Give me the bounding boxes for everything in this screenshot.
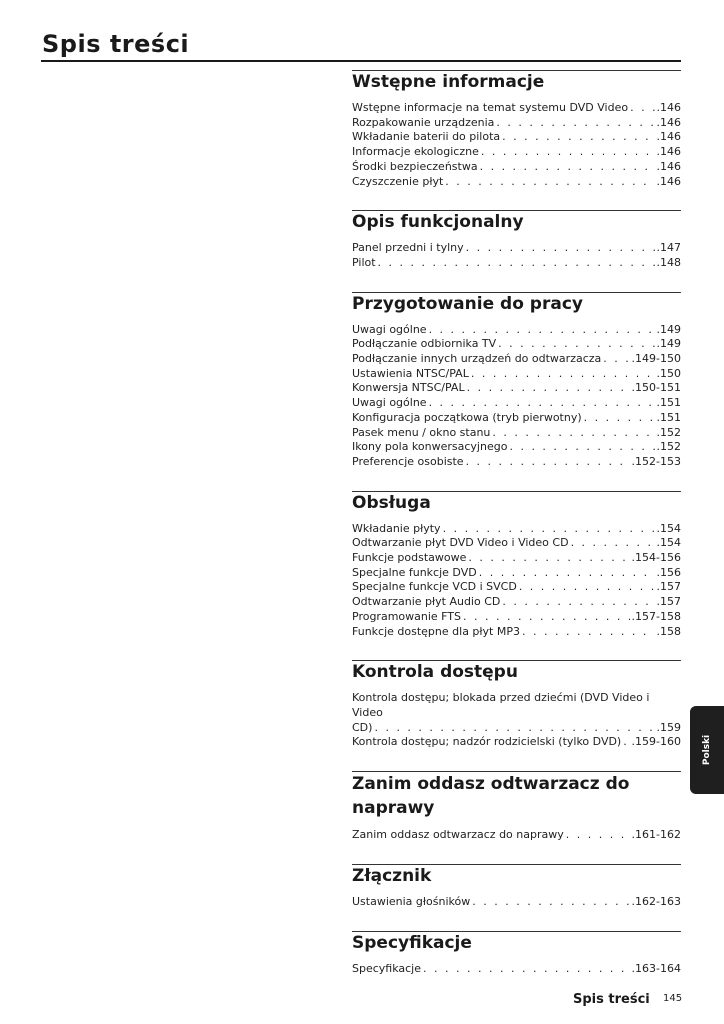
- entry-page: .154: [656, 536, 681, 550]
- toc-entry: [352, 160, 681, 175]
- toc-entry: [352, 455, 681, 470]
- entry-page: .151: [656, 410, 681, 424]
- entry-text: Ustawienia NTSC/PAL: [352, 366, 469, 380]
- entry-text: Podłączanie innych urządzeń do odtwarzacza: [352, 352, 602, 366]
- entry-page: .161-162: [631, 828, 681, 842]
- entry-page: .149: [656, 322, 681, 336]
- entry-page: .146: [656, 145, 681, 159]
- dot-leader: [603, 352, 629, 367]
- section-title: Złącznik: [352, 865, 432, 886]
- dot-leader: [445, 175, 654, 190]
- section-title: Zanim oddasz odtwarzacz do naprawy: [352, 774, 630, 819]
- dot-leader: [479, 566, 655, 581]
- entry-page: .159-160: [631, 735, 681, 749]
- dot-leader: [463, 610, 630, 625]
- entry-text: Rozpakowanie urządzenia: [352, 115, 495, 129]
- dot-leader: [472, 895, 629, 910]
- entry-text: Specjalne funkcje VCD i SVCD: [352, 580, 517, 594]
- entry-text: Odtwarzanie płyt Audio CD: [352, 595, 501, 609]
- entry-text: Programowanie FTS: [352, 609, 462, 623]
- entry-page: .149-150: [631, 352, 681, 366]
- entry-text: Wkładanie płyty: [352, 521, 441, 535]
- toc-section-access-control: [352, 660, 681, 750]
- toc-entry: [352, 735, 681, 750]
- dot-leader: [566, 828, 630, 843]
- toc-entry: [352, 721, 681, 736]
- dot-leader: [571, 536, 655, 551]
- dot-leader: [468, 551, 629, 566]
- toc-section-functional-description: [352, 210, 681, 270]
- language-tab-label: Polski: [702, 734, 712, 766]
- entry-text-line: Kontrola dostępu; blokada przed dziećmi (DVD Video i Video: [352, 691, 650, 719]
- toc-entry: [352, 426, 681, 441]
- entry-page: .157: [656, 580, 681, 594]
- entry-page: .152: [656, 440, 681, 454]
- dot-leader: [502, 595, 654, 610]
- section-title: Kontrola dostępu: [352, 662, 518, 683]
- toc-entry: [352, 323, 681, 338]
- toc-entry: [352, 522, 681, 537]
- title-divider: [41, 60, 681, 62]
- toc-entry: [352, 337, 681, 352]
- toc-entry: [352, 610, 681, 625]
- dot-leader: [443, 522, 655, 537]
- toc-entry: [352, 895, 681, 910]
- section-title: Opis funkcjonalny: [352, 212, 524, 233]
- toc-entry: [352, 566, 681, 581]
- dot-leader: [496, 116, 654, 131]
- section-title: Wstępne informacje: [352, 72, 545, 92]
- toc-entry: [352, 175, 681, 190]
- dot-leader: [423, 962, 630, 977]
- entry-page: .152: [656, 425, 681, 439]
- dot-leader: [498, 337, 654, 352]
- page-title: Spis treści: [42, 30, 190, 58]
- entry-text: Kontrola dostępu; nadzór rodzicielski (tylko DVD): [352, 735, 622, 749]
- entry-page: .146: [656, 130, 681, 144]
- page-number: 145: [663, 993, 683, 1004]
- entry-text: Specyfikacje: [352, 961, 422, 975]
- entry-text: Pilot: [352, 255, 376, 269]
- entry-page: .157: [656, 595, 681, 609]
- toc-section-preparation: [352, 292, 681, 470]
- entry-text: Wstępne informacje na temat systemu DVD Video: [352, 101, 629, 114]
- toc-entry: [352, 367, 681, 382]
- dot-leader: [467, 381, 630, 396]
- dot-leader: [492, 426, 654, 441]
- toc-entry: [352, 440, 681, 455]
- entry-page: .149: [656, 337, 681, 351]
- entry-page: .146: [656, 115, 681, 129]
- entry-page: .147: [656, 241, 681, 255]
- dot-leader: [466, 455, 630, 470]
- section-title: Specyfikacje: [352, 932, 472, 953]
- entry-page: .154-156: [631, 551, 681, 565]
- entry-page: .159: [656, 720, 681, 734]
- section-title: Obsługa: [352, 492, 431, 513]
- entry-text: Pasek menu / okno stanu: [352, 425, 491, 439]
- entry-text: Uwagi ogólne: [352, 322, 427, 336]
- toc-entry: [352, 241, 681, 256]
- entry-page: .163-164: [631, 961, 681, 975]
- toc-section-operation: [352, 491, 681, 640]
- dot-leader: [584, 411, 655, 426]
- toc-entry: [352, 595, 681, 610]
- entry-text: Panel przedni i tylny: [352, 241, 464, 255]
- entry-text: Funkcje dostępne dla płyt MP3: [352, 624, 520, 638]
- entry-text: Uwagi ogólne: [352, 396, 427, 410]
- toc-section-before-repair: [352, 771, 681, 843]
- entry-text: Odtwarzanie płyt DVD Video i Video CD: [352, 536, 569, 550]
- entry-page: .152-153: [631, 454, 681, 468]
- section-title: Przygotowanie do pracy: [352, 293, 583, 314]
- dot-leader: [480, 160, 655, 175]
- entry-page: .150-151: [631, 381, 681, 395]
- toc-entry: [352, 381, 681, 396]
- toc-entry: [352, 536, 681, 551]
- dot-leader: [630, 101, 654, 116]
- entry-page: .151: [656, 396, 681, 410]
- toc-entry: [352, 145, 681, 160]
- table-of-contents: [352, 70, 681, 976]
- entry-text: Informacje ekologiczne: [352, 145, 479, 159]
- dot-leader: [481, 145, 655, 160]
- entry-page: .156: [656, 565, 681, 579]
- dot-leader: [429, 323, 655, 338]
- entry-text: Zanim oddasz odtwarzacz do naprawy: [352, 828, 564, 842]
- toc-entry: [352, 101, 681, 116]
- dot-leader: [522, 625, 655, 640]
- entry-text: Wkładanie baterii do pilota: [352, 130, 501, 144]
- entry-text: Preferencje osobiste: [352, 454, 464, 468]
- toc-section-appendix: [352, 864, 681, 910]
- toc-entry: [352, 352, 681, 367]
- entry-text: Konfiguracja początkowa (tryb pierwotny): [352, 410, 582, 424]
- dot-leader: [429, 396, 655, 411]
- entry-text: CD): [352, 720, 373, 734]
- entry-text: Konwersja NTSC/PAL: [352, 381, 465, 395]
- dot-leader: [623, 735, 629, 750]
- toc-entry: [352, 625, 681, 640]
- toc-entry: [352, 551, 681, 566]
- entry-page: .146: [656, 159, 681, 173]
- toc-entry: [352, 256, 681, 271]
- entry-page: .148: [656, 255, 681, 269]
- entry-page: .150: [656, 366, 681, 380]
- entry-page: .146: [656, 174, 681, 188]
- entry-text: Czyszczenie płyt: [352, 174, 444, 188]
- entry-text: Ikony pola konwersacyjnego: [352, 440, 508, 454]
- entry-text: Ustawienia głośników: [352, 894, 471, 908]
- toc-entry: [352, 962, 681, 977]
- language-tab: [690, 706, 724, 794]
- entry-text: Podłączanie odbiornika TV: [352, 337, 497, 351]
- toc-entry: [352, 411, 681, 426]
- dot-leader: [374, 721, 654, 736]
- entry-page: .154: [656, 521, 681, 535]
- toc-section-specifications: [352, 931, 681, 977]
- entry-page: .158: [656, 624, 681, 638]
- toc-entry: [352, 396, 681, 411]
- dot-leader: [519, 580, 655, 595]
- entry-text: Środki bezpieczeństwa: [352, 159, 478, 173]
- toc-entry: [352, 116, 681, 131]
- toc-entry: [352, 580, 681, 595]
- toc-section-introduction: [352, 70, 681, 189]
- dot-leader: [471, 367, 655, 382]
- footer-title: Spis treści: [573, 992, 650, 1007]
- toc-entry: [352, 130, 681, 145]
- entry-text: Specjalne funkcje DVD: [352, 565, 477, 579]
- entry-page: .146: [656, 101, 681, 114]
- dot-leader: [466, 241, 655, 256]
- entry-page: .157-158: [631, 609, 681, 623]
- toc-entry: [352, 828, 681, 843]
- entry-page: .162-163: [631, 894, 681, 908]
- entry-text: Funkcje podstawowe: [352, 551, 467, 565]
- dot-leader: [502, 130, 654, 145]
- dot-leader: [509, 440, 654, 455]
- dot-leader: [378, 256, 655, 271]
